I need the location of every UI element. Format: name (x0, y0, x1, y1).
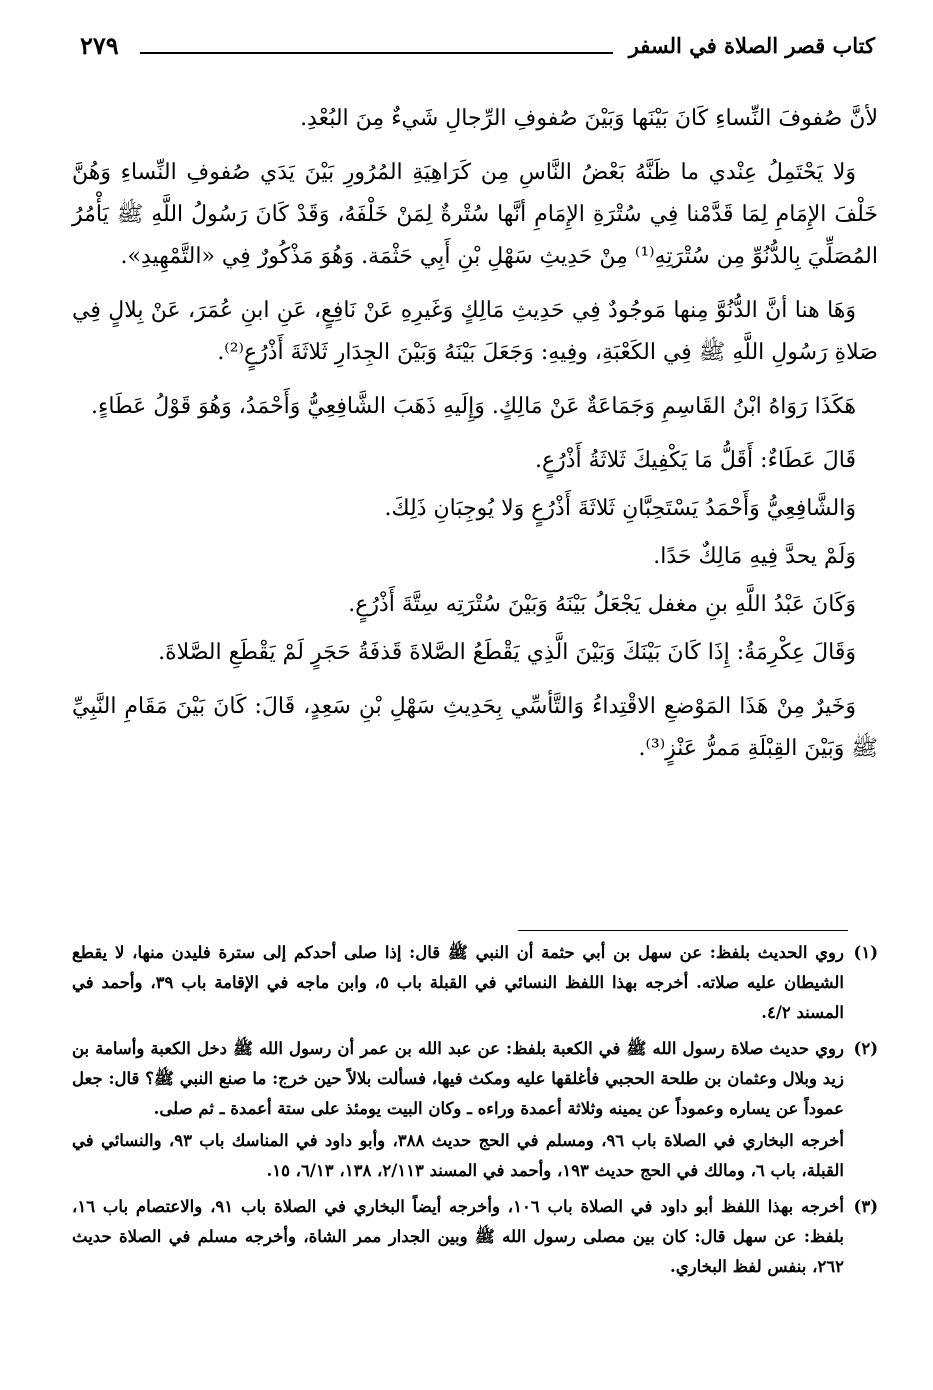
quote-line: وَلَمْ يحدَّ فِيهِ مَالِكٌ حَدًا. (653, 544, 856, 569)
footnote-line: روي الحديث بلفظ: عن سهل بن أبي حثمة أن النبي ﷺ قال: إذا صلى أحدكم إلى سترة فليدن منها، لا يقطع الشيطان عليه صلاته. أخرجه بهذا اللفظ النسائي في القبلة باب ٥، وابن ماجه في الإقامة باب ٣٩، وأحمد في المسند ٤/٢. (72, 943, 844, 1022)
paragraph: وَلا يَحْتَمِلُ عِنْدي ما ظَنَّهُ بَعْضُ النَّاسِ مِن كَرَاهِيَةِ المُرُورِ بَيْنَ يَدَي صُفوفِ النِّساءِ وَهُنَّ خَلْفَ الإِمَامِ لِمَا قَدَّمْنا فِي سُتْرَةِ الإِمَامِ أنَّها سُتْرةٌ لِمَنْ خَلْفَهُ، وَقَدْ كَانَ رَسُولُ اللَّهِ ﷺ يَأْمُرُ المُصَلِّيَ بِالدُّنُوِّ مِن سُتْرَتِهِ⁽¹⁾ مِنْ حَدِيثِ سَهْلِ بْنِ أَبِي حَثْمَة. وَهُوَ مَذْكُورٌ فِي «التَّمْهِيدِ». (72, 160, 878, 269)
page-number: ٢٧٩ (80, 31, 119, 60)
footnote-line: روي حديث صلاة رسول الله ﷺ في الكعبة بلفظ: عن عبد الله بن عمر أن رسول الله ﷺ دخل الكعبة وأسامة بن زيد وبلال وعثمان بن طلحة الحجبي فأغلقها عليه ومكث فيها، فسألت بلالاً حين خرج: ما صنع النبي ﷺ؟ قال: جعل عموداً عن يساره وعموداً عن يمينه وثلاثة أعمدة وراءه ـ وكان البيت يومئذ على ستة أعمدة ـ ثم صلى. (72, 1039, 844, 1118)
main-text (72, 98, 878, 782)
paragraph: وَهَا هنا أنَّ الدُّنُوَّ مِنها مَوجُودٌ فِي حَدِيثِ مَالِكٍ وَغَيرِهِ عَنْ نَافِعٍ، عَنِ ابنِ عُمَرَ، عَنْ بِلالٍ فِي صَلاةِ رَسُولِ اللَّهِ ﷺ فِي الكَعْبَةِ، وفِيهِ: وَجَعَلَ بَيْنَهُ وَبَيْنَ الجِدَارِ ثَلاثَةَ أَذْرُعٍ⁽²⁾. (72, 298, 878, 365)
quote-line: قَالَ عَطَاءٌ: أَقَلُّ مَا يَكْفِيكَ ثَلاثَةُ أَذْرُعٍ. (535, 448, 856, 473)
footnote-text (72, 1034, 844, 1186)
footnote-number: (٢) (853, 1039, 878, 1058)
footnote-separator (518, 930, 848, 931)
footnote (72, 938, 878, 1028)
quote-line: وَكَانَ عَبْدُ اللَّهِ بنِ مغفل يَجْعَلُ بَيْنَهُ وَبَيْنَ سُتْرَتِه سِتَّةَ أَذْرُعٍ. (348, 592, 856, 617)
footnote-line: أخرجه بهذا اللفظ أبو داود في الصلاة باب ١٠٦، وأخرجه أيضاً البخاري في الصلاة باب ٩١، والاعتصام باب ١٦، بلفظ: عن سهل قال: كان بين مصلى رسول الله ﷺ وبين الجدار ممر الشاة، وأخرجه مسلم في الصلاة حديث ٢٦٢، بنفس لفظ البخاري. (72, 1197, 844, 1276)
footnotes (72, 938, 878, 1288)
footnote-number: (٣) (853, 1197, 878, 1216)
footnote-line: أخرجه البخاري في الصلاة باب ٩٦، ومسلم في الحج حديث ٣٨٨، وأبو داود في المناسك باب ٩٣، والنسائي في القبلة، باب ٦، ومالك في الحج حديث ١٩٣، وأحمد في المسند ٢/١١٣، ١٣٨، ٦/١٣، ١٥. (72, 1131, 845, 1180)
page-header (80, 26, 875, 66)
footnote (72, 1034, 878, 1186)
paragraph: هَكَذَا رَوَاهُ ابْنُ القَاسِمِ وَجَمَاعَةٌ عَنْ مَالِكٍ. وَإِلَيهِ ذَهَبَ الشَّافِعِيُّ وَأَحْمَدُ، وَهُوَ قَوْلُ عَطَاءٍ. (91, 394, 856, 419)
header-rule (140, 52, 613, 54)
footnote-number: (١) (853, 943, 878, 962)
paragraph: وَخَيرٌ مِنْ هَذَا المَوْضعِ الاقْتِداءُ وَالتَّأسِّي بِحَدِيثِ سَهْلِ بْنِ سَعِدٍ، قَالَ: كَانَ بَيْنَ مَقَامِ النَّبِيِّ ﷺ وَبَيْنَ القِبْلَةِ مَمرُّ عَنْزٍ⁽³⁾. (72, 694, 878, 761)
footnote-text (72, 1192, 844, 1282)
paragraph: وَقَالَ عِكْرِمَةُ: إِذَا كَانَ بَيْنَكَ وَبَيْنَ الَّذِي يَقْطَعُ الصَّلاةَ قَذفَةُ حَجَرٍ لَمْ يَقْطَعِ الصَّلاةَ. (158, 640, 856, 665)
footnote-text (72, 938, 844, 1028)
quote-line: وَالشَّافِعِيُّ وَأَحْمَدُ يَسْتَحِبَّانِ ثَلاثَةَ أَذْرُعٍ وَلا يُوجِبَانِ ذَلِكَ. (384, 496, 856, 521)
paragraph: لأنَّ صُفوفَ النِّساءِ كَانَ بَيْنَها وَبَيْنَ صُفوفِ الرِّجالِ شَيءٌ مِنَ البُعْدِ. (300, 106, 878, 131)
running-title: كتاب قصر الصلاة في السفر (628, 33, 875, 58)
footnote (72, 1192, 878, 1282)
